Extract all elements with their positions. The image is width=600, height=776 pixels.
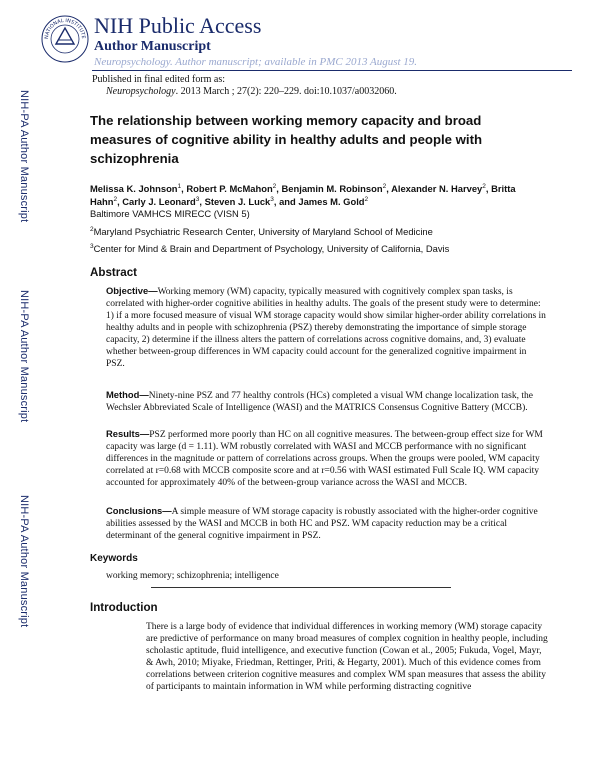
author-name: Steven J. Luck	[204, 196, 271, 207]
author-separator: ,	[181, 183, 187, 194]
keywords-divider	[151, 587, 451, 588]
author-name: James M. Gold	[298, 196, 365, 207]
introduction-text: There is a large body of evidence that individual differences in working memory (WM) storage capacity are predictive of performance on many broad measures of complex cognition in healthy people, including scholastic aptitude, fluid intelligence, and executive function (Cowan et al., 2005; Fukuda, Vogel, Mayr, & Awh, 2010; Miyake, Friedman, Rettinger, Priti, & Hegarty, 2001). Much of this evidence comes from correlations between criterion cognitive measures and complex WM span measures that assess the ability of participants to maintain information in WM while performing distracting cognitive	[146, 622, 548, 692]
author-name: Britta Hahn	[90, 183, 516, 207]
affiliation-1: Baltimore VAMHCS MIRECC (VISN 5)	[90, 208, 250, 219]
citation-details: . 2013 March ; 27(2): 220–229. doi:10.1037/a0032060.	[175, 86, 397, 97]
introduction-heading: Introduction	[90, 601, 158, 614]
header-subtitle: Author Manuscript	[94, 39, 211, 54]
author-separator: ,	[276, 183, 282, 194]
author-list	[90, 182, 530, 208]
author-name: Carly J. Leonard	[122, 196, 196, 207]
header-divider	[92, 70, 572, 71]
author-affiliation-mark: 3	[195, 195, 200, 203]
author-separator: , and	[273, 196, 299, 207]
author-separator: ,	[199, 196, 205, 207]
left-rail-label-1: NIH-PA Author Manuscript	[18, 90, 30, 223]
header-journal-line: Neuropsychology. Author manuscript; available in PMC 2013 August 19.	[94, 56, 418, 68]
nih-seal-logo	[40, 14, 90, 64]
author-separator: ,	[485, 183, 492, 194]
article-title: The relationship between working memory capacity and broad measures of cognitive ability in healthy adults and people with schizophrenia	[90, 113, 483, 166]
left-rail-label-2: NIH-PA Author Manuscript	[18, 290, 30, 423]
keywords-text: working memory; schizophrenia; intelligence	[106, 571, 279, 581]
author-affiliation-mark: 2	[364, 195, 369, 203]
affiliation-3: $^3$Center for Mind & Brain and Department of Psychology, University of California, Davis	[90, 242, 450, 254]
author-affiliation-mark: 3	[270, 195, 274, 203]
left-rail-label-3: NIH-PA Author Manuscript	[18, 495, 30, 628]
author-affiliation-mark: 2	[272, 182, 277, 190]
citation-journal: Neuropsychology	[106, 86, 176, 97]
author-name: Benjamin M. Robinson	[281, 183, 383, 194]
author-affiliation-mark: 2	[382, 182, 387, 190]
keywords-heading: Keywords	[90, 553, 138, 564]
abstract-results: Results—PSZ performed more poorly than HC on all cognitive measures. The between-group effect size for WM capacity was large (d = 1.11). WM robustly correlated with WASI and MCCB performance with no significant differences in the magnitude or pattern of correlations across groups. When the groups were pooled, WM capacity correlated at r=0.68 with MCCB composite score and at r=0.56 with WASI estimated Full Scale IQ. WM capacity accounted for approximately 40% of the between-group variance across the WASI and MCCB.	[106, 428, 543, 488]
affiliation-2: $^2$Maryland Psychiatric Research Center, University of Maryland School of Medicine	[90, 225, 433, 237]
abstract-method: Method—Ninety-nine PSZ and 77 healthy controls (HCs) completed a visual WM change localization task, the Wechsler Abbreviated Scale of Intelligence (WASI) and the MATRICS Consensus Cognitive Battery (MCCB).	[106, 389, 533, 413]
author-affiliation-mark: 2	[113, 195, 118, 203]
author-name: Melissa K. Johnson	[90, 183, 178, 194]
published-label: Published in final edited form as:	[92, 74, 226, 85]
svg-text:NATIONAL INSTITUTES OF HEALTH: NATIONAL INSTITUTE	[43, 17, 87, 40]
author-separator: ,	[117, 196, 123, 207]
abstract-heading: Abstract	[90, 266, 138, 279]
author-affiliation-mark: 1	[177, 182, 182, 190]
author-name: Robert P. McMahon	[186, 183, 273, 194]
header-title: NIH Public Access	[94, 13, 262, 38]
abstract-conclusions: Conclusions—A simple measure of WM storage capacity is robustly associated with the higher-order cognitive abilities assessed by the WASI and MCCB in both HC and PSZ. WM capacity reduction may be a critical determinant of the general cognitive impairment in PSZ.	[106, 505, 538, 541]
abstract-objective: Objective—Working memory (WM) capacity, typically measured with cognitively complex span tasks, is correlated with higher-order cognitive abilities in healthy adults. The goals of the present study were to determine: 1) if a more focused measure of visual WM storage capacity would show similar higher-order ability correlations in healthy adults and in people with schizophrenia (PSZ) thereby demonstrating the importance of simple storage capacity, 2) determine if the illness alters the pattern of correlations across cognitive domains, and, 3) evaluate whether between-group differences in WM capacity could account for the generalized cognitive impairment in PSZ.	[106, 285, 546, 369]
citation-line	[106, 86, 397, 98]
author-separator: ,	[386, 183, 392, 194]
author-name: Alexander N. Harvey	[391, 183, 483, 194]
author-affiliation-mark: 2	[482, 182, 486, 190]
